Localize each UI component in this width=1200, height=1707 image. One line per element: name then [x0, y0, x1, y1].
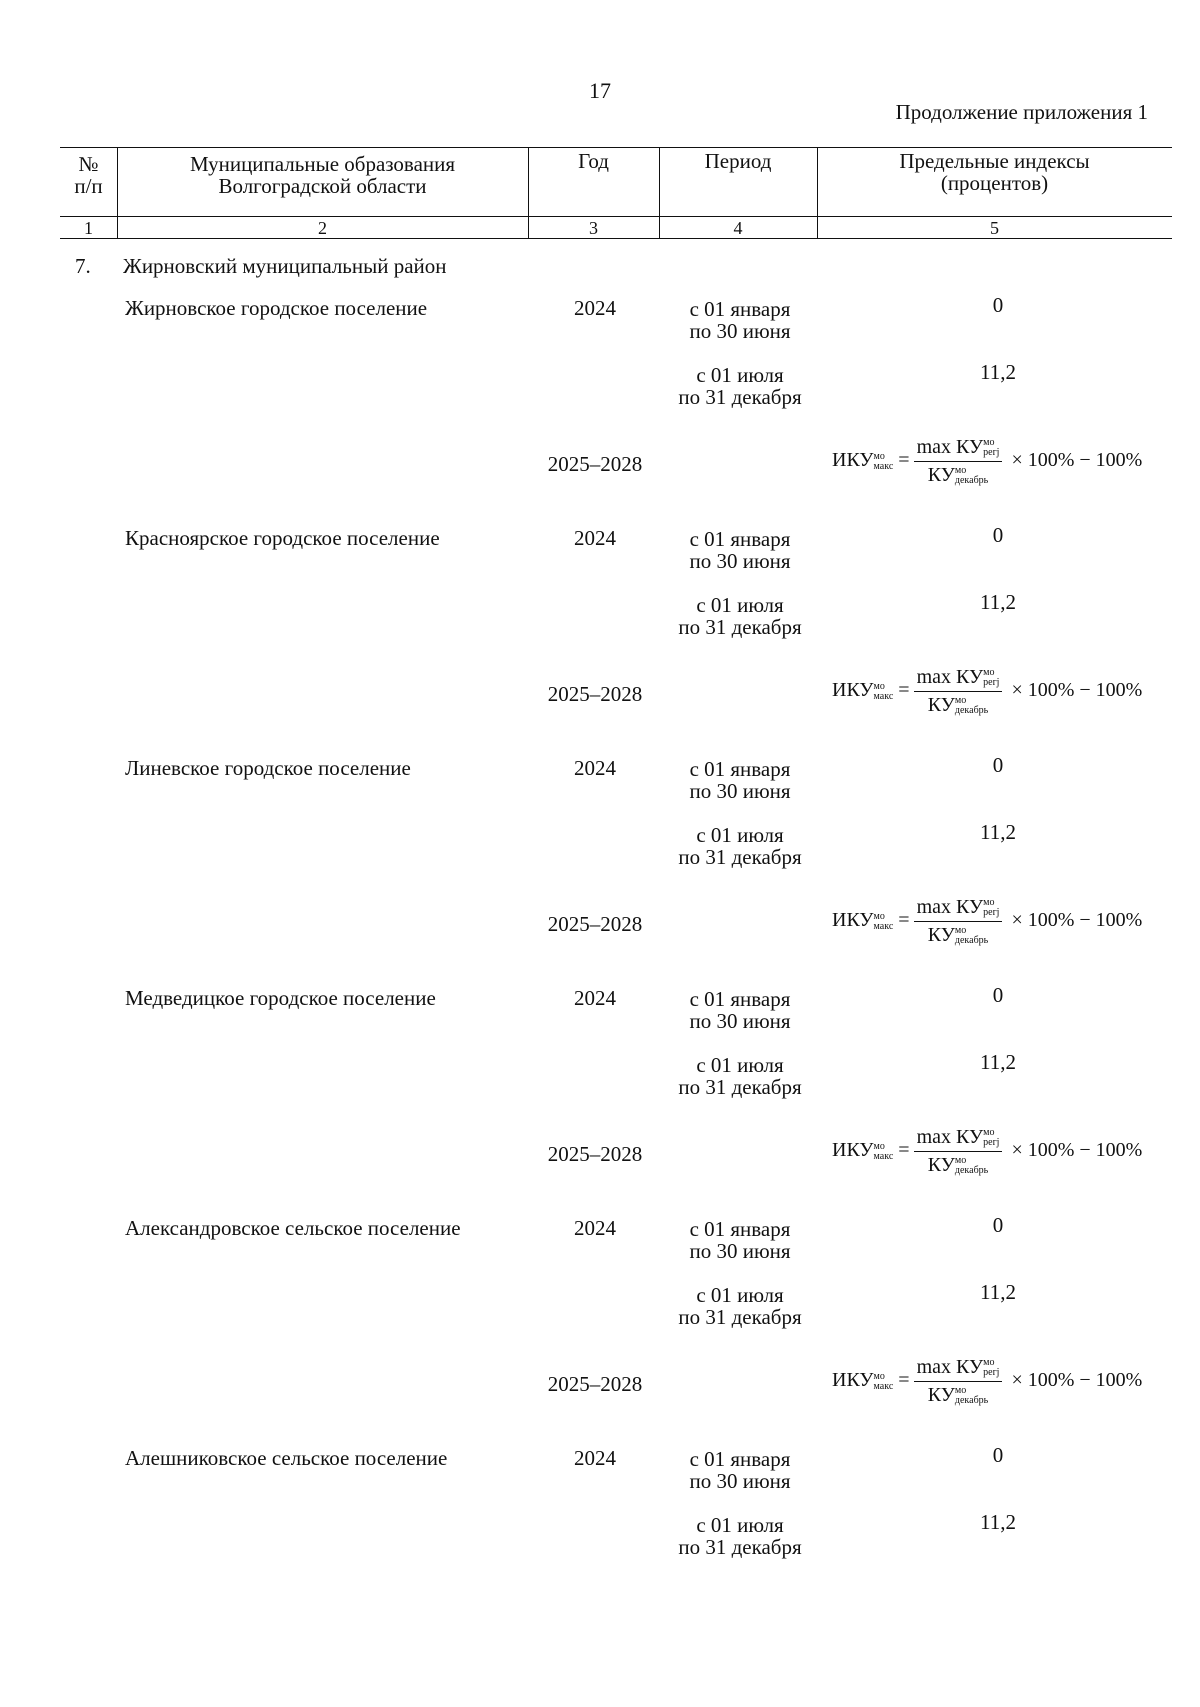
value-first-half: 0: [992, 1443, 1004, 1467]
formula-lhs-sup: мо: [873, 1140, 885, 1152]
formula-den-text: КУ: [927, 924, 955, 946]
district-row: [75, 254, 447, 279]
formula-equals: =: [898, 1139, 910, 1162]
value-first-half: 0: [992, 1213, 1004, 1237]
settlement-name: Медведицкое городское поселение: [125, 986, 436, 1010]
formula-num-indices: [983, 1358, 999, 1378]
year-2024: 2024: [574, 296, 616, 320]
year-2025-2028: 2025–2028: [547, 1372, 643, 1396]
formula-fraction: [914, 896, 1003, 947]
formula-num-text: max КУ: [916, 436, 984, 458]
formula-num-sub: регj: [983, 907, 1000, 919]
formula-equals: =: [898, 909, 910, 932]
formula-numerator: [914, 1356, 1003, 1382]
district-name: Жирновский муниципальный район: [123, 254, 447, 278]
formula-fraction: [914, 436, 1003, 487]
formula-den-text: КУ: [927, 1154, 955, 1176]
formula-num-sup: мо: [983, 1127, 995, 1139]
formula-den-sub: декабрь: [954, 935, 989, 947]
formula-den-sup: мо: [954, 695, 967, 707]
formula-num-indices: [983, 1128, 999, 1148]
formula-lhs: ИКУ: [832, 449, 874, 472]
formula-num-text: max КУ: [916, 896, 984, 918]
page-number: 17: [589, 78, 611, 103]
year-2025-2028: 2025–2028: [547, 1142, 643, 1166]
year-2024: 2024: [574, 756, 616, 780]
formula-lhs-sub: макс: [873, 1150, 894, 1162]
formula-num-sup: мо: [983, 437, 995, 449]
formula-lhs-sub: макс: [873, 690, 894, 702]
formula-lhs-indices: [874, 1372, 894, 1392]
year-2025-2028: 2025–2028: [547, 452, 643, 476]
period-first-half: с 01 января по 30 июня: [689, 757, 791, 803]
header-mid-rule: [60, 216, 1172, 217]
settlement-name: Линевское городское поселение: [125, 756, 411, 780]
district-number: 7.: [75, 254, 91, 278]
formula-denominator: [914, 1382, 1003, 1407]
formula-numerator: [914, 666, 1003, 692]
value-second-half: 11,2: [980, 360, 1016, 384]
settlement-name: Александровское сельское поселение: [125, 1216, 461, 1240]
index-formula: [832, 666, 1142, 717]
formula-denominator: [914, 1152, 1003, 1177]
formula-num-indices: [983, 438, 999, 458]
formula-fraction: [914, 1356, 1003, 1407]
value-second-half: 11,2: [980, 1510, 1016, 1534]
year-2024: 2024: [574, 986, 616, 1010]
formula-numerator: [914, 1126, 1003, 1152]
value-first-half: 0: [992, 293, 1004, 317]
formula-den-indices: [955, 696, 988, 716]
formula-den-sup: мо: [954, 465, 967, 477]
column-number-2: 2: [318, 218, 327, 238]
formula-equals: =: [898, 679, 910, 702]
period-first-half: с 01 января по 30 июня: [689, 297, 791, 343]
formula-den-text: КУ: [927, 464, 955, 486]
header-col-number: № п/п: [74, 152, 103, 198]
formula-lhs: ИКУ: [832, 909, 874, 932]
period-second-half: с 01 июля по 31 декабря: [678, 1053, 802, 1099]
formula-lhs: ИКУ: [832, 1369, 874, 1392]
formula-num-sub: регj: [983, 677, 1000, 689]
formula-tail: × 100% − 100%: [1011, 909, 1143, 932]
value-first-half: 0: [992, 523, 1004, 547]
year-2024: 2024: [574, 526, 616, 550]
formula-den-sup: мо: [954, 1155, 967, 1167]
formula-denominator: [914, 692, 1003, 717]
header-col-indices: Предельные индексы (процентов): [899, 149, 1090, 195]
formula-lhs-sup: мо: [873, 450, 885, 462]
formula-lhs-sup: мо: [873, 1370, 885, 1382]
header-col-period: Период: [704, 149, 772, 173]
formula-num-indices: [983, 898, 999, 918]
formula-lhs-indices: [874, 1142, 894, 1162]
value-second-half: 11,2: [980, 1280, 1016, 1304]
formula-lhs-sub: макс: [873, 1380, 894, 1392]
formula-num-sup: мо: [983, 667, 995, 679]
formula-denominator: [914, 462, 1003, 487]
formula-lhs-sup: мо: [873, 910, 885, 922]
value-first-half: 0: [992, 753, 1004, 777]
settlement-name: Жирновское городское поселение: [125, 296, 428, 320]
header-col-year: Год: [578, 149, 609, 173]
header-col-municipality: Муниципальные образования Волгоградской области: [189, 152, 456, 198]
period-second-half: с 01 июля по 31 декабря: [678, 1513, 802, 1559]
period-second-half: с 01 июля по 31 декабря: [678, 593, 802, 639]
formula-numerator: [914, 896, 1003, 922]
settlement-name: Алешниковское сельское поселение: [125, 1446, 448, 1470]
period-second-half: с 01 июля по 31 декабря: [678, 363, 802, 409]
formula-den-sub: декабрь: [954, 1165, 989, 1177]
value-second-half: 11,2: [980, 590, 1016, 614]
formula-denominator: [914, 922, 1003, 947]
formula-lhs-sup: мо: [873, 680, 885, 692]
formula-num-sub: регj: [983, 1137, 1000, 1149]
year-2025-2028: 2025–2028: [547, 682, 643, 706]
formula-num-text: max КУ: [916, 1356, 984, 1378]
index-formula: [832, 436, 1142, 487]
formula-den-indices: [955, 1386, 988, 1406]
formula-lhs: ИКУ: [832, 679, 874, 702]
column-number-5: 5: [990, 218, 999, 238]
formula-den-indices: [955, 1156, 988, 1176]
formula-num-sub: регj: [983, 447, 1000, 459]
formula-den-sub: декабрь: [954, 1395, 989, 1407]
formula-num-sup: мо: [983, 897, 995, 909]
formula-numerator: [914, 436, 1003, 462]
continuation-label: Продолжение приложения 1: [895, 100, 1148, 124]
column-number-1: 1: [84, 218, 93, 238]
formula-num-text: max КУ: [916, 1126, 984, 1148]
formula-lhs-indices: [874, 912, 894, 932]
formula-tail: × 100% − 100%: [1011, 679, 1143, 702]
formula-lhs-indices: [874, 682, 894, 702]
formula-den-text: КУ: [927, 694, 955, 716]
formula-fraction: [914, 666, 1003, 717]
formula-num-indices: [983, 668, 999, 688]
value-first-half: 0: [992, 983, 1004, 1007]
formula-fraction: [914, 1126, 1003, 1177]
formula-num-sub: регj: [983, 1367, 1000, 1379]
year-2025-2028: 2025–2028: [547, 912, 643, 936]
formula-lhs-sub: макс: [873, 920, 894, 932]
period-second-half: с 01 июля по 31 декабря: [678, 1283, 802, 1329]
formula-den-sub: декабрь: [954, 705, 989, 717]
period-first-half: с 01 января по 30 июня: [689, 1447, 791, 1493]
index-formula: [832, 896, 1142, 947]
formula-tail: × 100% − 100%: [1011, 1369, 1143, 1392]
period-first-half: с 01 января по 30 июня: [689, 1217, 791, 1263]
period-second-half: с 01 июля по 31 декабря: [678, 823, 802, 869]
settlement-name: Красноярское городское поселение: [125, 526, 440, 550]
formula-den-sub: декабрь: [954, 475, 989, 487]
formula-den-indices: [955, 926, 988, 946]
formula-num-sup: мо: [983, 1357, 995, 1369]
index-formula: [832, 1356, 1142, 1407]
period-first-half: с 01 января по 30 июня: [689, 987, 791, 1033]
formula-den-sup: мо: [954, 1385, 967, 1397]
formula-lhs-sub: макс: [873, 460, 894, 472]
column-number-4: 4: [733, 218, 743, 238]
year-2024: 2024: [574, 1216, 616, 1240]
header-top-rule: [60, 147, 1172, 148]
year-2024: 2024: [574, 1446, 616, 1470]
formula-equals: =: [898, 1369, 910, 1392]
index-formula: [832, 1126, 1142, 1177]
value-second-half: 11,2: [980, 820, 1016, 844]
column-number-3: 3: [589, 218, 598, 238]
formula-den-indices: [955, 466, 988, 486]
formula-tail: × 100% − 100%: [1011, 449, 1143, 472]
formula-den-sup: мо: [954, 925, 967, 937]
formula-lhs-indices: [874, 452, 894, 472]
formula-equals: =: [898, 449, 910, 472]
formula-lhs: ИКУ: [832, 1139, 874, 1162]
value-second-half: 11,2: [980, 1050, 1016, 1074]
formula-tail: × 100% − 100%: [1011, 1139, 1143, 1162]
period-first-half: с 01 января по 30 июня: [689, 527, 791, 573]
formula-den-text: КУ: [927, 1384, 955, 1406]
formula-num-text: max КУ: [916, 666, 984, 688]
